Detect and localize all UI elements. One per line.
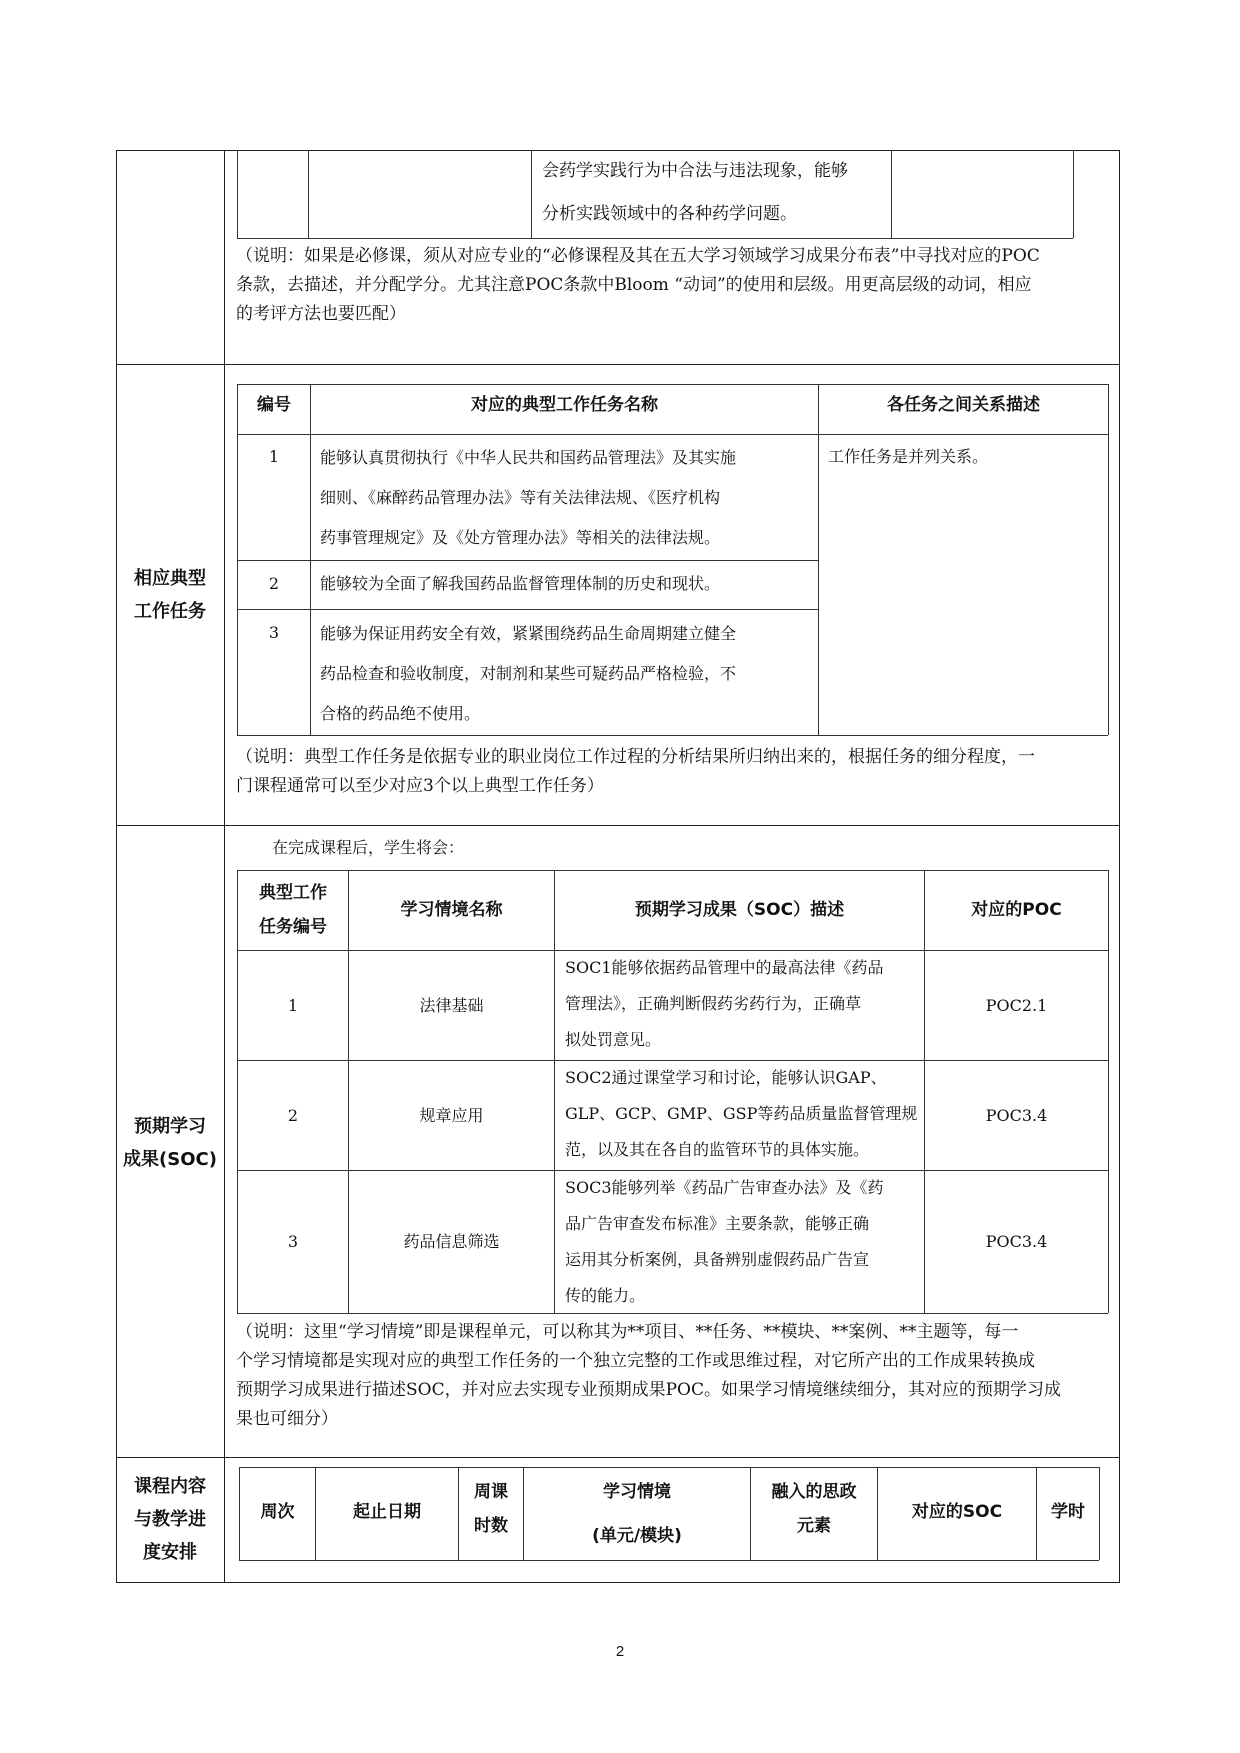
schedule-header-soc: 对应的SOC: [911, 1502, 1003, 1522]
soc-row-2-poc: POC3.4: [985, 1106, 1048, 1125]
schedule-header-learning-context: 学习情境 (单元/模块): [592, 1482, 682, 1546]
tasks-header-name: 对应的典型工作任务名称: [471, 395, 658, 415]
soc-row-1-context: 法律基础: [419, 996, 484, 1015]
section-divider-2: [116, 825, 1120, 826]
poc-description-cell: 会药学实践行为中合法与违法现象，能够 分析实践领域中的各种药学问题。: [542, 161, 848, 224]
tasks-section-label: 相应典型 工作任务: [134, 568, 206, 622]
tasks-relation-cell: 工作任务是并列关系。: [828, 447, 989, 466]
tasks-note: （说明：典型工作任务是依据专业的职业岗位工作过程的分析结果所归纳出来的，根据任务的细分程度，一 门课程通常可以至少对应3个以上典型工作任务）: [236, 747, 1035, 796]
schedule-header-week: 周次: [260, 1502, 295, 1522]
schedule-header-weekly-hours: 周课 时数: [474, 1482, 508, 1536]
soc-row-1-poc: POC2.1: [985, 996, 1048, 1015]
tasks-header-relation: 各任务之间关系描述: [887, 395, 1040, 415]
outer-border-bottom: [116, 1582, 1120, 1583]
task-row-3-name: 能够为保证用药安全有效，紧紧围绕药品生命周期建立健全 药品检查和验收制度，对制剂和某些可疑药品严格检验，不 合格的药品绝不使用。: [320, 624, 737, 723]
soc-header-poc: 对应的POC: [971, 900, 1062, 920]
soc-row-3-context: 药品信息筛选: [403, 1232, 500, 1251]
schedule-section-label: 课程内容 与教学进 度安排: [134, 1476, 206, 1563]
schedule-header-hours: 学时: [1051, 1502, 1085, 1522]
soc-row-3-no: 3: [287, 1232, 299, 1251]
section-divider-1: [116, 364, 1120, 365]
soc-header-description: 预期学习成果（SOC）描述: [634, 900, 845, 920]
soc-row-2-context: 规章应用: [419, 1106, 484, 1125]
task-row-1-no: 1: [268, 447, 280, 466]
schedule-header-ideological-elements: 融入的思政 元素: [771, 1482, 857, 1536]
soc-row-1-no: 1: [287, 996, 299, 1015]
task-row-3-no: 3: [268, 623, 280, 642]
task-row-2-no: 2: [268, 574, 280, 593]
soc-intro: 在完成课程后，学生将会：: [272, 838, 465, 857]
task-row-2-name: 能够较为全面了解我国药品监督管理体制的历史和现状。: [320, 574, 721, 593]
soc-row-2-description: SOC2通过课堂学习和讨论，能够认识GAP、 GLP、GCP、GMP、GSP等药品质量监督管理规 范，以及其在各自的监管环节的具体实施。: [565, 1068, 918, 1159]
soc-header-context: 学习情境名称: [400, 900, 503, 920]
soc-row-2-no: 2: [287, 1106, 299, 1125]
section-divider-3: [116, 1457, 1120, 1458]
soc-row-3-poc: POC3.4: [985, 1232, 1048, 1251]
tasks-header-no: 编号: [257, 395, 291, 415]
soc-row-3-description: SOC3能够列举《药品广告审查办法》及《药 品广告审查发布标准》主要条款，能够正确 运用其分析案例，具备辨别虚假药品广告宣 传的能力。: [565, 1178, 884, 1305]
poc-note: （说明：如果是必修课，须从对应专业的“必修课程及其在五大学习领域学习成果分布表”中寻找对应的POC 条款，去描述，并分配学分。尤其注意POC条款中Bloom “动词”的使用和层级。用更高层级的动词，相应 的考评方法也要匹配）: [236, 246, 1040, 324]
soc-note: （说明：这里“学习情境”即是课程单元，可以称其为**项目、**任务、**模块、**案例、**主题等，每一 个学习情境都是实现对应的典型工作任务的一个独立完整的工作或思维过程，对它所产出的工作成果转换成 预期学习成果进行描述SOC，并对应去实现专业预期成果POC。如果学习情境继续细分，其对应的预期学习成 果也可细分）: [236, 1322, 1061, 1429]
soc-section-label: 预期学习 成果(SOC): [123, 1116, 217, 1170]
soc-row-1-description: SOC1能够依据药品管理中的最高法律《药品 管理法》，正确判断假药劣药行为，正确草 拟处罚意见。: [565, 958, 884, 1049]
task-row-1-name: 能够认真贯彻执行《中华人民共和国药品管理法》及其实施 细则、《麻醉药品管理办法》等有关法律法规、《医疗机构 药事管理规定》及《处方管理办法》等相关的法律法规。: [320, 448, 737, 547]
schedule-header-dates: 起止日期: [353, 1502, 421, 1522]
page-number: 2: [615, 1643, 625, 1660]
soc-header-task-no: 典型工作 任务编号: [259, 883, 327, 937]
